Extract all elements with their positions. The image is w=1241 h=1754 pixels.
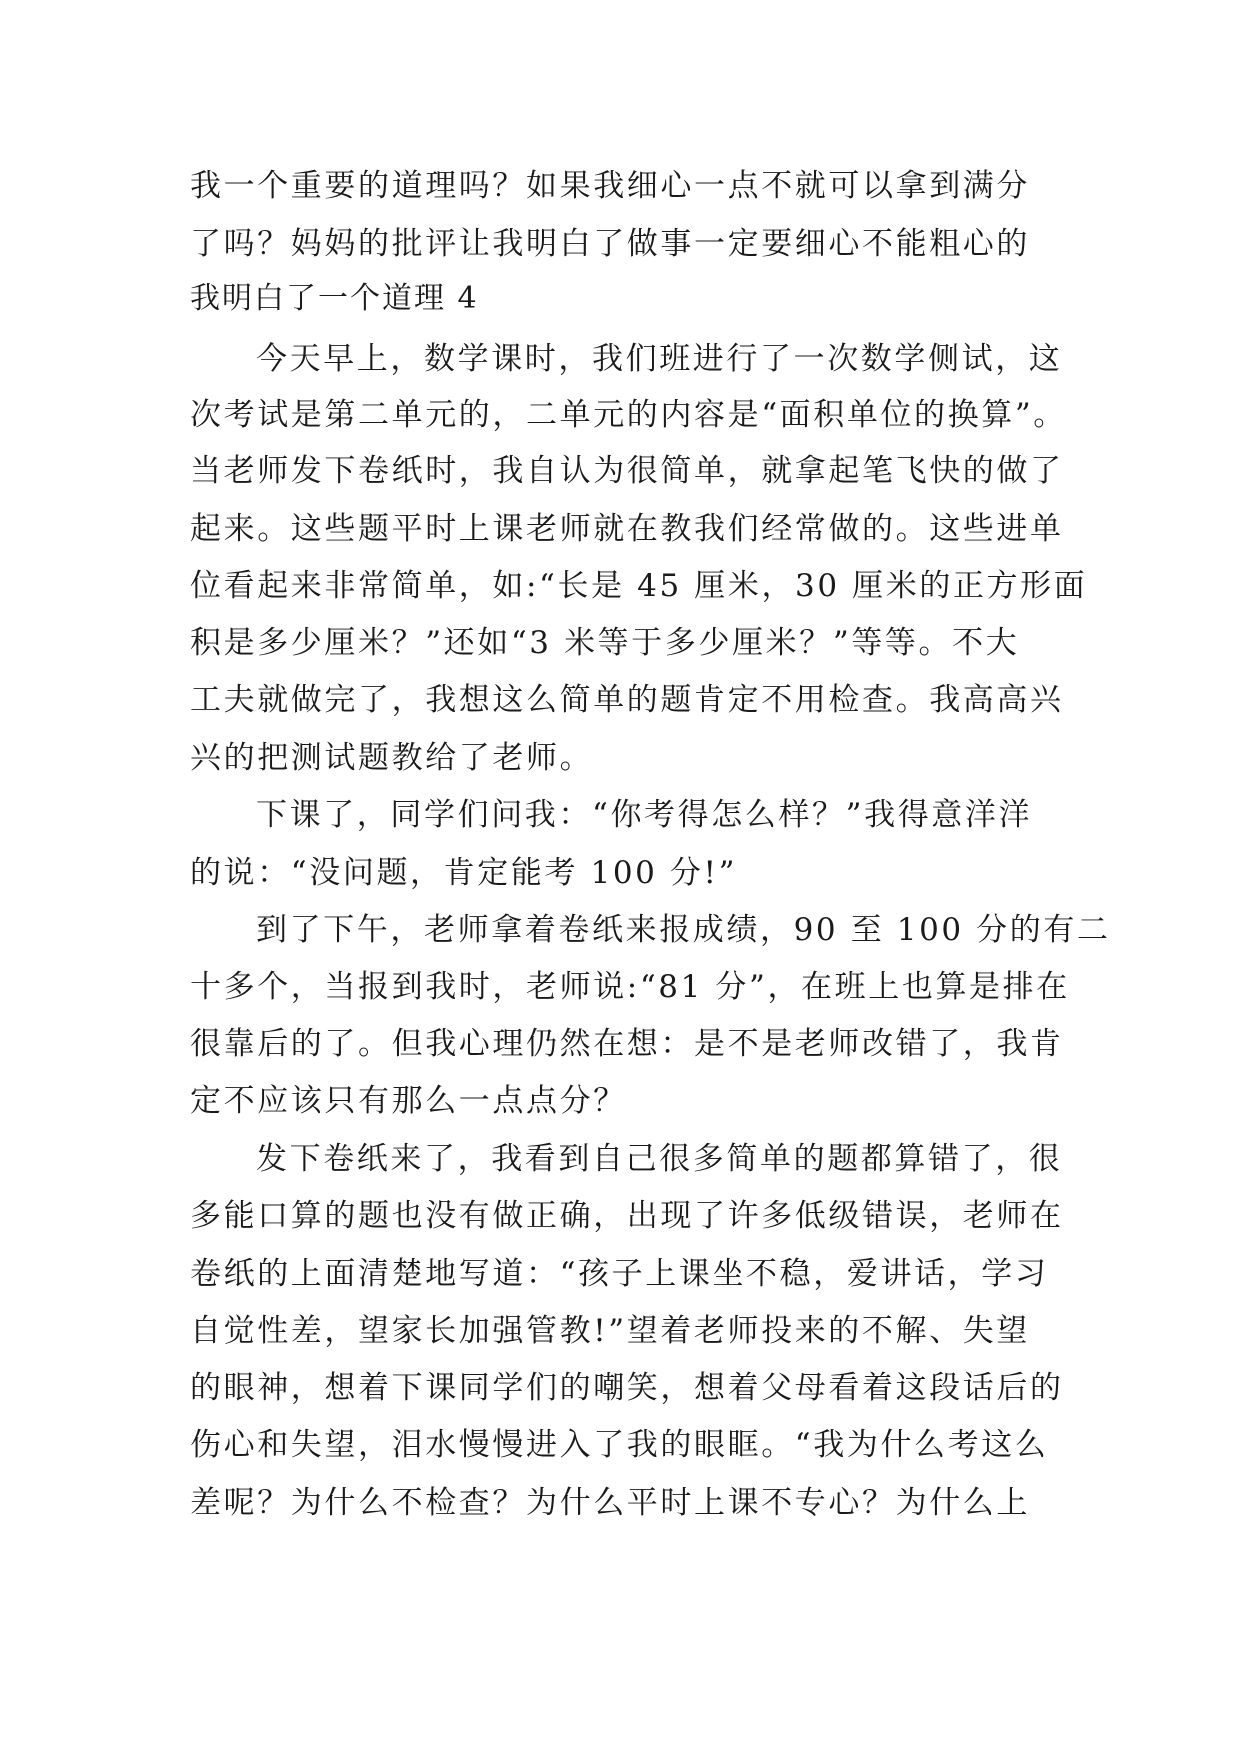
section-heading: 我明白了一个道理 4	[190, 281, 479, 316]
text-line: 卷纸的上面清楚地写道：“孩子上课坐不稳，爱讲话，学习	[190, 1256, 1049, 1292]
text-line: 很靠后的了。但我心理仍然在想：是不是老师改错了，我肯	[190, 1026, 1064, 1062]
text-line: 工夫就做完了，我想这么简单的题肯定不用检查。我高高兴	[190, 682, 1064, 718]
text-line: 位看起来非常简单，如:“长是 45 厘米，30 厘米的正方形面	[190, 568, 1088, 604]
text-line: 差呢？为什么不检查？为什么平时上课不专心？为什么上	[190, 1485, 1030, 1521]
text-line: 起来。这些题平时上课老师就在教我们经常做的。这些进单	[190, 511, 1064, 547]
paragraph-start: 今天早上，数学课时，我们班进行了一次数学侧试，这	[256, 341, 1063, 377]
text-line: 积是多少厘米？”还如“3 米等于多少厘米？”等等。不大	[190, 625, 1020, 661]
text-line: 的眼神，想着下课同学们的嘲笑，想着父母看着这段话后的	[190, 1370, 1064, 1406]
paragraph-start: 下课了，同学们问我：“你考得怎么样？”我得意洋洋	[256, 797, 1033, 833]
text-line: 多能口算的题也没有做正确，出现了许多低级错误，老师在	[190, 1198, 1064, 1234]
paragraph-start: 到了下午，老师拿着卷纸来报成绩，90 至 100 分的有二	[256, 912, 1111, 948]
text-line: 的说：“没问题，肯定能考 100 分!”	[190, 855, 738, 891]
text-line: 了吗？妈妈的批评让我明白了做事一定要细心不能粗心的	[190, 226, 1030, 262]
text-line: 兴的把测试题教给了老师。	[190, 740, 594, 776]
text-line: 自觉性差，望家长加强管教!”望着老师投来的不解、失望	[190, 1313, 1030, 1349]
text-line: 我一个重要的道理吗？如果我细心一点不就可以拿到满分	[190, 168, 1030, 204]
text-line: 当老师发下卷纸时，我自认为很简单，就拿起笔飞快的做了	[190, 453, 1064, 489]
text-line: 十多个，当报到我时，老师说:“81 分”，在班上也算是排在	[190, 969, 1070, 1005]
text-line: 次考试是第二单元的，二单元的内容是“面积单位的换算”。	[190, 397, 1067, 433]
text-line: 伤心和失望，泪水慢慢进入了我的眼眶。“我为什么考这么	[190, 1427, 1049, 1463]
text-line: 定不应该只有那么一点点分？	[190, 1083, 627, 1119]
paragraph-start: 发下卷纸来了，我看到自己很多简单的题都算错了，很	[256, 1141, 1063, 1177]
